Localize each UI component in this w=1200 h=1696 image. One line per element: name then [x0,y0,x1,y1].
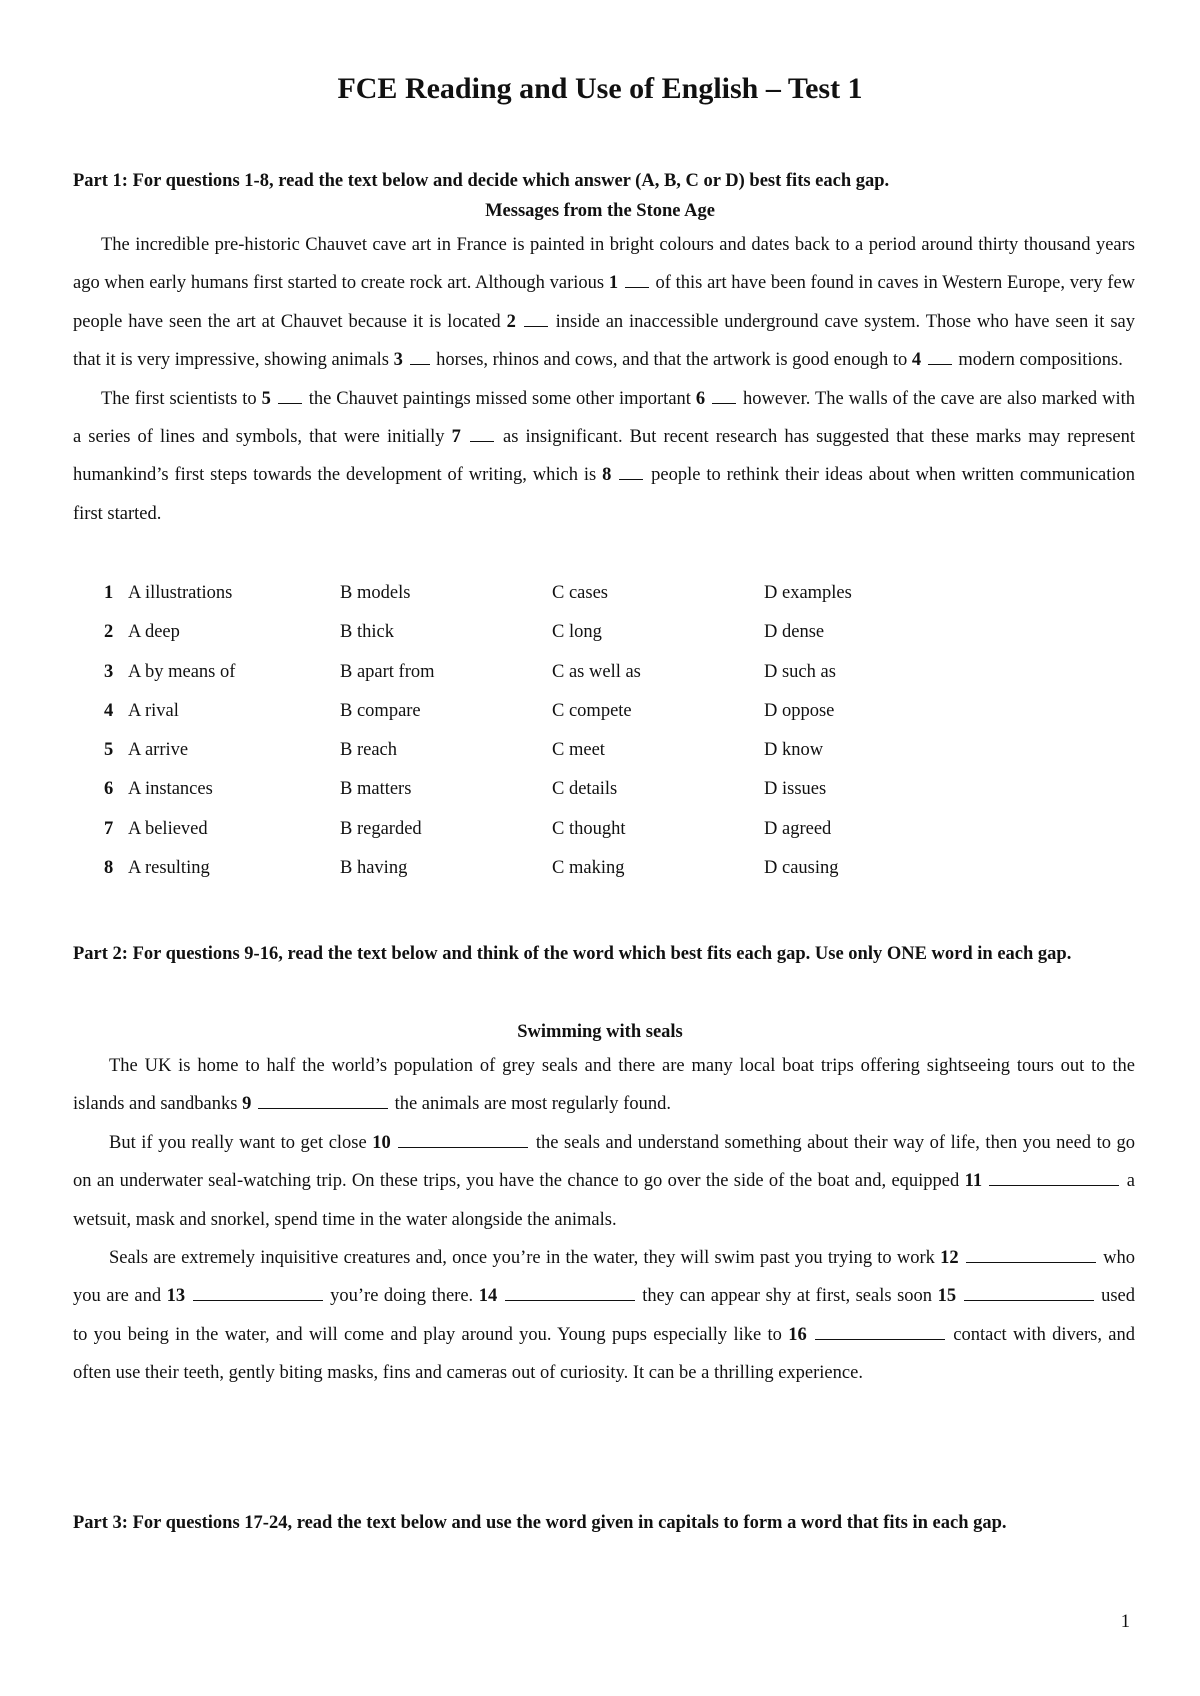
part1-paragraph-2: The first scientists to 5 the Chauvet paintings missed some other important 6 however. The walls of the cave are also marked with a series of lines and symbols, that were initially 7 as insignificant. But recent research has suggested that these marks may represent humankind’s first steps towards the development of writing, which is 8 people to rethink their ideas about when written communication first started. [73,388,1136,524]
gap-number-4: 4 [911,350,922,371]
gap-14 [505,1299,635,1301]
gap-number-7: 7 [451,427,461,448]
gap-8 [619,478,643,480]
gap-number-5: 5 [261,388,271,409]
part1-subtitle: Messages from the Stone Age [485,201,715,221]
gap-number-9: 9 [242,1094,252,1115]
gap-5 [278,402,302,404]
gap-15 [964,1299,1094,1301]
gap-9 [258,1107,388,1109]
page-title: FCE Reading and Use of English – Test 1 [337,72,863,105]
gap-number-8: 8 [602,465,612,486]
gap-13 [193,1299,323,1301]
gap-3 [410,363,430,365]
part1-paragraph-1: The incredible pre-historic Chauvet cave art in France is painted in bright colours and dates back to a period around thirty thousand years ago when early humans first started to create rock art. Although various 1 of this art have been found in caves in Western Europe, very few people have seen the art at Chauvet because it is located 2 inside an inaccessible underground cave system. Those who have seen it say that it is very impressive, showing animals 3 horses, rhinos and cows, and that the artwork is good enough to 4 modern compositions. [73,235,1136,371]
gap-11 [989,1184,1119,1186]
gap-16 [815,1338,945,1340]
gap-4 [928,363,952,365]
gap-number-15: 15 [937,1286,957,1307]
gap-10 [398,1146,528,1148]
gap-number-6: 6 [695,388,706,409]
gap-number-10: 10 [372,1132,391,1153]
document-page: FCE Reading and Use of English – Test 1 Part 1: For questions 1-8, read the text below and decide which answer (A, B, C or D) best fits each gap. Messages from the Stone Age The incredible pre-historic Chauvet cave art in France is painted in bright colours and dates back to a period around thirty thousand years ago when early humans first started to create rock art. Although various 1 of this art have been found in caves in Western Europe, very few people have seen the art at Chauvet because it is located 2 inside an inaccessible underground cave system. Those who have seen it say that it is very impressive, showing animals 3 horses, rhinos and cows, and that the artwork is good enough to 4 modern compositions. The first scientists to 5 the Chauvet paintings missed some other important 6 however. The walls of the cave are also marked with a series of lines and symbols, that were initially 7 as insignificant. But recent research has suggested that these marks may represent humankind’s first steps towards the development of writing, which is 8 people to rethink their ideas about when written communication first started. 1 A illustrations B models C cases D examples 2 A deep B thick C long D dense 3 A by means of B apart from C as well as D such as 4 A rival B compare C compete D oppose 5 A arrive B reach C meet D know 6 A instances B matters C details D issues 7 A believed B regarded C thought D agreed 8 A resulting B having C making D causing Part 2: For questions 9-16, read the text below and think of the word which best fits each gap. Use only ONE word in each gap. Swimming with seals The UK is home to half the world’s population of grey seals and there are many local boat trips offering sightseeing tours out to the islands and sandbanks 9 the animals are most regularly found. But if you really want to get close 10 the seals and understand something about their way of life, then you need to go on an underwater seal-watching trip. On these trips, you have the chance to go over the side of the boat and, equipped 11 a wetsuit, mask and snorkel, spend time in the water alongside the animals. Seals are extremely inquisitive creatures and, once you’re in the water, they will swim past you trying to work 12 who you are and 13 you’re doing there. 14 they can appear shy at first, seals soon 15 used to you being in the water, and will come and play around you. Young pups especially like to 16 contact with divers, and often use their teeth, gently biting masks, fins and cameras out of curiosity. It can be a thrilling experience. Part 3: For questions 17-24, read the text below and use the word given in capitals to form a word that fits in each gap. 1 [0,0,1200,1696]
part3-heading: Part 3: For questions 17-24, read the text below and use the word given in capitals to form a word that fits in each gap. [73,1513,1007,1533]
part1-text [73,226,1135,533]
gap-number-13: 13 [166,1286,186,1307]
gap-2 [524,325,548,327]
gap-12 [966,1261,1096,1263]
gap-1 [625,286,649,288]
part1-heading: Part 1: For questions 1-8, read the text below and decide which answer (A, B, C or D) best fits each gap. [73,171,890,191]
gap-6 [712,402,736,404]
gap-number-3: 3 [393,350,403,371]
part2-paragraph-1: The UK is home to half the world’s population of grey seals and there are many local boat trips offering sightseeing tours out to the islands and sandbanks 9 the animals are most regularly found. [73,1056,1135,1115]
gap-number-12: 12 [940,1248,959,1269]
gap-7 [470,440,494,442]
page-number: 1 [1120,1612,1130,1632]
gap-number-2: 2 [506,311,516,332]
part2-heading: Part 2: For questions 9-16, read the text below and think of the word which best fits each gap. Use only ONE word in each gap. [73,944,1072,964]
part2-paragraph-2: But if you really want to get close 10 the seals and understand something about their way of life, then you need to go on an underwater seal-watching trip. On these trips, you have the chance to go over the side of the boat and, equipped 11 a wetsuit, mask and snorkel, spend time in the water alongside the animals. [73,1132,1136,1230]
gap-number-14: 14 [478,1286,498,1307]
part2-paragraph-3: Seals are extremely inquisitive creatures and, once you’re in the water, they will swim past you trying to work 12 who you are and 13 you’re doing there. 14 they can appear shy at first, seals soon 15 used to you being in the water, and will come and play around you. Young pups especially like to 16 contact with divers, and often use their teeth, gently biting masks, fins and cameras out of curiosity. It can be a thrilling experience. [73,1248,1136,1384]
gap-number-16: 16 [788,1324,807,1345]
gap-number-1: 1 [608,273,619,294]
gap-number-11: 11 [964,1171,983,1192]
part2-subtitle: Swimming with seals [517,1022,683,1042]
part2-text [73,1047,1135,1393]
